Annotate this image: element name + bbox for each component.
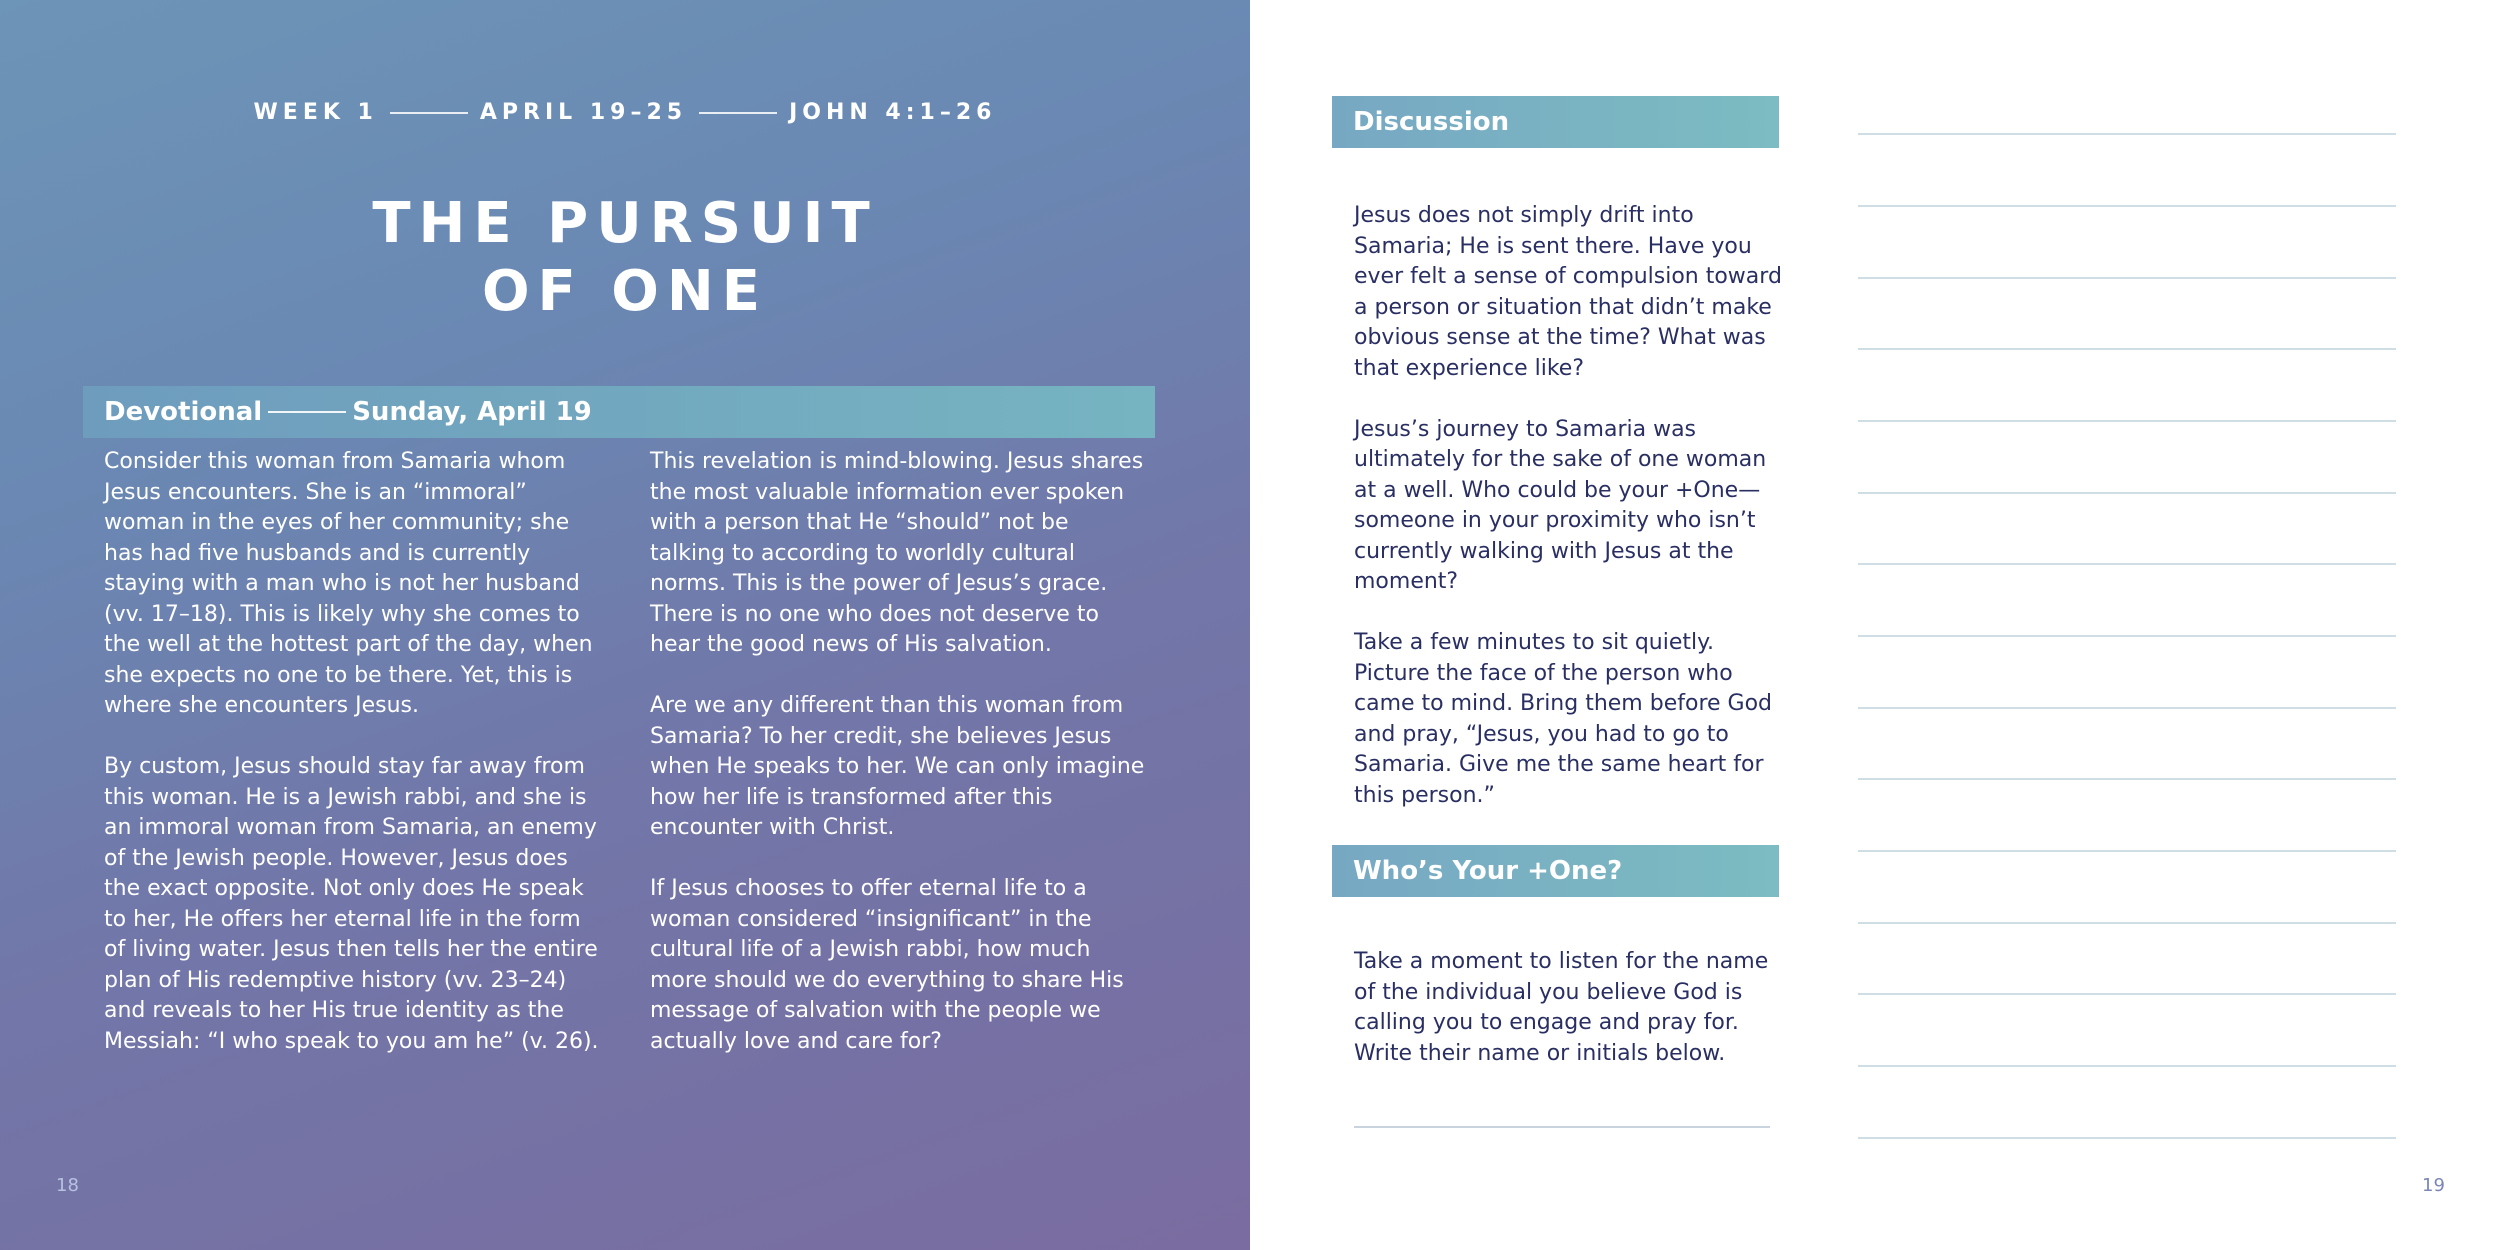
plus-one-instructions [1354,947,1784,1100]
week-scripture: JOHN 4:1–26 [789,100,997,125]
devotional-column-left [104,447,604,1088]
week-label: WEEK 1 [253,100,378,125]
discussion-paragraph: Jesus does not simply drift into Samaria; He is sent there. Have you ever felt a sense of compulsion toward a person or situation that didn’t make obvious sense at the time? What was that experience like? [1354,203,1782,381]
devotional-paragraph: If Jesus chooses to offer eternal life to a woman considered “insignificant” in the cultural life of a Jewish rabbi, how much more should we do everything to share His message of salvation with the people we actually love and care for? [650,876,1124,1054]
title-line-1: THE PURSUIT [372,191,878,256]
plus-one-heading: Who’s Your +One? [1353,856,1623,886]
notes-line[interactable] [1858,492,2396,494]
divider-rule [699,112,777,114]
week-dates: APRIL 19–25 [479,100,688,125]
notes-line[interactable] [1858,707,2396,709]
devotional-label: Devotional [104,397,263,427]
plus-one-paragraph: Take a moment to listen for the name of the individual you believe God is calling you to engage and pray for. Write their name or initials below. [1354,949,1769,1066]
discussion-questions [1354,201,1784,842]
notes-line[interactable] [1858,277,2396,279]
discussion-heading: Discussion [1353,107,1510,137]
notes-line[interactable] [1858,850,2396,852]
page-number-left: 18 [56,1175,79,1196]
notes-line[interactable] [1858,563,2396,565]
discussion-header-bar [1332,96,1779,148]
devotional-paragraph: By custom, Jesus should stay far away from this woman. He is a Jewish rabbi, and she is an immoral woman from Samaria, an enemy of the Jewish people. However, Jesus does the exact opposite. Not only does He speak to her, He offers her eternal life in the form of living water. Jesus then tells her the entire plan of His redemptive history (vv. 23–24) and reveals to her His true identity as the Messiah: “I who speak to you am he” (v. 26). [104,754,599,1054]
divider-rule [390,112,468,114]
page-title [0,190,1250,326]
devotional-header-bar [83,386,1155,438]
devotional-paragraph: This revelation is mind-blowing. Jesus shares the most valuable information ever spoken with a person that He “should” not be talking to according to worldly cultural norms. This is the power of Jesus’s grace. There is no one who does not deserve to hear the good news of His salvation. [650,449,1144,657]
notes-line[interactable] [1858,993,2396,995]
devotional-date: Sunday, April 19 [352,397,592,427]
notes-line[interactable] [1858,1137,2396,1139]
divider-rule [268,411,346,413]
title-line-2: OF ONE [481,259,769,324]
notes-line[interactable] [1858,778,2396,780]
plus-one-header-bar [1332,845,1779,897]
notes-line[interactable] [1858,420,2396,422]
notes-line[interactable] [1858,635,2396,637]
devotional-paragraph: Consider this woman from Samaria whom Jesus encounters. She is an “immoral” woman in the eyes of her community; she has had five husbands and is currently staying with a man who is not her husband (vv. 17–18). This is likely why she comes to the well at the hottest part of the day, when she expects no one to be there. Yet, this is where she encounters Jesus. [104,449,593,718]
devotional-paragraph: Are we any different than this woman from Samaria? To her credit, she believes Jesus when He speaks to her. We can only imagine how her life is transformed after this encounter with Christ. [650,693,1145,840]
notes-line[interactable] [1858,133,2396,135]
discussion-paragraph: Jesus’s journey to Samaria was ultimately for the sake of one woman at a well. Who could be your +One—someone in your proximity who isn’t currently walking with Jesus at the moment? [1354,416,1767,594]
name-write-line[interactable] [1354,1126,1770,1128]
notes-line[interactable] [1858,205,2396,207]
page-number-right: 19 [2422,1175,2445,1196]
notes-line[interactable] [1858,1065,2396,1067]
notes-line[interactable] [1858,922,2396,924]
notes-line[interactable] [1858,348,2396,350]
devotional-column-right [650,447,1150,1088]
week-line [0,100,1250,125]
discussion-paragraph: Take a few minutes to sit quietly. Picture the face of the person who came to mind. Bring them before God and pray, “Jesus, you had to go to Samaria. Give me the same heart for this person.” [1354,630,1772,808]
